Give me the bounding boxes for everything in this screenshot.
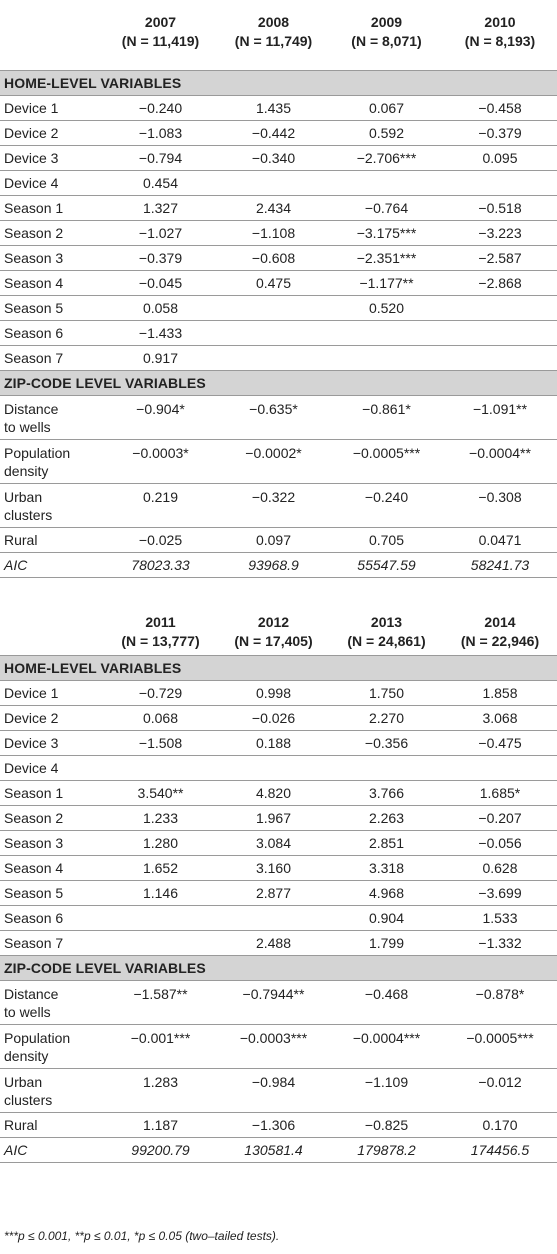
coefficient-cell (104, 756, 217, 781)
coefficient-cell: 3.318 (330, 856, 443, 881)
coefficient-cell: 0.904 (330, 906, 443, 931)
coefficient-cell: −2.868 (443, 271, 557, 296)
coefficient-cell: −0.608 (217, 246, 330, 271)
coefficient-cell: −1.091** (443, 396, 557, 440)
coefficient-cell (443, 346, 557, 371)
coefficient-cell: 1.283 (104, 1069, 217, 1113)
coefficient-cell: −0.340 (217, 146, 330, 171)
coefficient-cell: 2.270 (330, 706, 443, 731)
coefficient-cell (217, 906, 330, 931)
variable-label: Device 2 (0, 121, 104, 146)
coefficient-cell: −0.635* (217, 396, 330, 440)
variable-label: Population density (0, 1025, 104, 1069)
coefficient-cell: −1.587** (104, 981, 217, 1025)
year-header-cell (330, 0, 443, 71)
coefficient-cell: −3.175*** (330, 221, 443, 246)
year-header-cell (443, 0, 557, 71)
sample-size-label: (N = 13,777) (121, 633, 200, 649)
year-label: 2014 (484, 614, 516, 630)
coefficient-cell: −1.177** (330, 271, 443, 296)
coefficient-cell: 1.799 (330, 931, 443, 956)
coefficient-cell: 1.533 (443, 906, 557, 931)
coefficient-cell: −0.7944** (217, 981, 330, 1025)
year-header-cell (443, 611, 557, 656)
variable-label: Device 1 (0, 681, 104, 706)
variable-label: Season 2 (0, 806, 104, 831)
coefficient-cell: 4.968 (330, 881, 443, 906)
coefficient-cell: 1.685* (443, 781, 557, 806)
coefficient-cell: −0.904* (104, 396, 217, 440)
coefficient-cell (217, 756, 330, 781)
coefficient-cell (443, 756, 557, 781)
year-label: 2010 (484, 14, 516, 30)
coefficient-cell: 2.877 (217, 881, 330, 906)
variable-label: Distance to wells (0, 396, 104, 440)
table-panel-2007-2010 (0, 0, 557, 578)
coefficient-cell: 3.084 (217, 831, 330, 856)
coefficient-cell: 1.187 (104, 1113, 217, 1138)
table-row (0, 96, 557, 121)
coefficient-cell: −0.878* (443, 981, 557, 1025)
coefficient-cell: 1.652 (104, 856, 217, 881)
coefficient-cell: 1.327 (104, 196, 217, 221)
table-row (0, 221, 557, 246)
variable-label: AIC (0, 553, 104, 578)
coefficient-cell: −1.108 (217, 221, 330, 246)
aic-cell: 179878.2 (330, 1138, 443, 1163)
coefficient-cell: 2.851 (330, 831, 443, 856)
sample-size-label: (N = 8,071) (351, 33, 422, 49)
table-row (0, 271, 557, 296)
table-row (0, 831, 557, 856)
coefficient-cell (217, 296, 330, 321)
coefficient-cell: −0.0002* (217, 440, 330, 484)
table-row (0, 321, 557, 346)
coefficient-cell: −0.356 (330, 731, 443, 756)
table-row (0, 346, 557, 371)
table-row (0, 296, 557, 321)
coefficient-cell: −1.332 (443, 931, 557, 956)
year-header-row (0, 611, 557, 656)
variable-label: Season 4 (0, 856, 104, 881)
section-header-zip: ZIP-CODE LEVEL VARIABLES (0, 371, 557, 396)
coefficient-cell: −2.706*** (330, 146, 443, 171)
coefficient-cell: 0.628 (443, 856, 557, 881)
coefficient-cell (330, 321, 443, 346)
coefficient-cell: −0.240 (104, 96, 217, 121)
significance-footnote: ***p ≤ 0.001, **p ≤ 0.01, *p ≤ 0.05 (two–tailed tests). (4, 1229, 280, 1243)
table-row (0, 906, 557, 931)
coefficient-cell: −0.045 (104, 271, 217, 296)
coefficient-cell: −0.322 (217, 484, 330, 528)
coefficient-cell: 1.967 (217, 806, 330, 831)
coefficient-cell: −0.0004** (443, 440, 557, 484)
coefficient-cell: 2.488 (217, 931, 330, 956)
table-row (0, 981, 557, 1025)
coefficient-cell: 1.280 (104, 831, 217, 856)
year-header-cell (104, 0, 217, 71)
coefficient-cell: −0.001*** (104, 1025, 217, 1069)
variable-label: Urban clusters (0, 1069, 104, 1113)
coefficient-cell: −0.0004*** (330, 1025, 443, 1069)
year-header-row (0, 0, 557, 71)
variable-label: AIC (0, 1138, 104, 1163)
coefficient-cell (330, 171, 443, 196)
coefficient-cell: 0.917 (104, 346, 217, 371)
variable-label: Device 3 (0, 731, 104, 756)
sample-size-label: (N = 24,861) (347, 633, 426, 649)
aic-row (0, 553, 557, 578)
coefficient-cell: −0.468 (330, 981, 443, 1025)
coefficient-cell: −0.794 (104, 146, 217, 171)
sample-size-label: (N = 17,405) (234, 633, 313, 649)
variable-label: Season 4 (0, 271, 104, 296)
table-row (0, 440, 557, 484)
table-row (0, 196, 557, 221)
coefficient-cell: −0.026 (217, 706, 330, 731)
year-label: 2008 (257, 14, 290, 30)
coefficient-cell: 0.095 (443, 146, 557, 171)
coefficient-cell: −0.025 (104, 528, 217, 553)
coefficient-cell: 1.435 (217, 96, 330, 121)
aic-cell: 93968.9 (217, 553, 330, 578)
year-label: 2013 (370, 614, 403, 630)
coefficient-cell: −0.729 (104, 681, 217, 706)
coefficient-cell: 0.0471 (443, 528, 557, 553)
section-header-home: HOME-LEVEL VARIABLES (0, 656, 557, 681)
variable-label: Device 4 (0, 171, 104, 196)
coefficient-cell (330, 756, 443, 781)
coefficient-cell (217, 321, 330, 346)
coefficient-cell: 0.520 (330, 296, 443, 321)
coefficient-cell: 0.170 (443, 1113, 557, 1138)
variable-label: Season 2 (0, 221, 104, 246)
year-header-cell (104, 611, 217, 656)
table-row (0, 484, 557, 528)
coefficient-cell: −0.308 (443, 484, 557, 528)
coefficient-cell: −0.458 (443, 96, 557, 121)
table-row (0, 146, 557, 171)
coefficient-cell: −0.764 (330, 196, 443, 221)
coefficient-cell: −1.109 (330, 1069, 443, 1113)
coefficient-cell: −0.0005*** (330, 440, 443, 484)
coefficient-cell: 0.454 (104, 171, 217, 196)
coefficient-cell: 0.219 (104, 484, 217, 528)
table-row (0, 396, 557, 440)
variable-label: Season 5 (0, 296, 104, 321)
variable-label: Device 2 (0, 706, 104, 731)
variable-label: Season 7 (0, 931, 104, 956)
variable-label: Rural (0, 1113, 104, 1138)
coefficient-cell: 1.858 (443, 681, 557, 706)
coefficient-cell: −0.442 (217, 121, 330, 146)
variable-label: Population density (0, 440, 104, 484)
coefficient-cell: −0.379 (443, 121, 557, 146)
coefficient-cell: 3.068 (443, 706, 557, 731)
coefficient-cell: −0.0003*** (217, 1025, 330, 1069)
year-header-cell (217, 0, 330, 71)
coefficient-cell: −0.207 (443, 806, 557, 831)
variable-label: Season 5 (0, 881, 104, 906)
coefficient-cell: −3.223 (443, 221, 557, 246)
variable-label: Device 3 (0, 146, 104, 171)
year-label: 2012 (257, 614, 290, 630)
table-row (0, 528, 557, 553)
table-row (0, 881, 557, 906)
aic-row (0, 1138, 557, 1163)
variable-label: Device 4 (0, 756, 104, 781)
coefficient-cell (443, 296, 557, 321)
coefficient-cell: 2.434 (217, 196, 330, 221)
variable-label: Season 3 (0, 246, 104, 271)
coefficient-cell: 0.998 (217, 681, 330, 706)
coefficient-cell: 2.263 (330, 806, 443, 831)
coefficient-cell: 3.540** (104, 781, 217, 806)
aic-cell: 174456.5 (443, 1138, 557, 1163)
coefficient-cell: −0.240 (330, 484, 443, 528)
coefficient-cell: −0.475 (443, 731, 557, 756)
coefficient-cell: 0.705 (330, 528, 443, 553)
table-row (0, 731, 557, 756)
coefficient-cell: 0.097 (217, 528, 330, 553)
coefficient-cell: 0.188 (217, 731, 330, 756)
sample-size-label: (N = 11,749) (234, 33, 313, 49)
coefficient-cell: −0.825 (330, 1113, 443, 1138)
coefficient-cell: −0.0003* (104, 440, 217, 484)
aic-cell: 99200.79 (104, 1138, 217, 1163)
coefficient-cell (104, 931, 217, 956)
coefficient-cell: −0.0005*** (443, 1025, 557, 1069)
coefficient-cell: 4.820 (217, 781, 330, 806)
table-row (0, 756, 557, 781)
variable-label: Season 1 (0, 196, 104, 221)
coefficient-cell: −1.508 (104, 731, 217, 756)
variable-label: Urban clusters (0, 484, 104, 528)
coefficient-cell: −1.306 (217, 1113, 330, 1138)
coefficient-cell: −0.984 (217, 1069, 330, 1113)
table-row (0, 806, 557, 831)
year-label: 2011 (145, 614, 176, 630)
coefficient-cell: 1.750 (330, 681, 443, 706)
variable-label: Rural (0, 528, 104, 553)
year-label: 2007 (144, 14, 177, 30)
variable-label: Season 1 (0, 781, 104, 806)
variable-label: Device 1 (0, 96, 104, 121)
variable-label: Season 6 (0, 321, 104, 346)
coefficient-cell: −1.027 (104, 221, 217, 246)
coefficient-cell: −1.433 (104, 321, 217, 346)
aic-cell: 130581.4 (217, 1138, 330, 1163)
aic-cell: 78023.33 (104, 553, 217, 578)
coefficient-cell (443, 321, 557, 346)
coefficient-cell (104, 906, 217, 931)
table-row (0, 171, 557, 196)
coefficient-cell: −0.861* (330, 396, 443, 440)
table-row (0, 856, 557, 881)
coefficient-cell: 0.475 (217, 271, 330, 296)
table-row (0, 681, 557, 706)
variable-label: Distance to wells (0, 981, 104, 1025)
table-row (0, 1069, 557, 1113)
table-row (0, 246, 557, 271)
section-header-zip: ZIP-CODE LEVEL VARIABLES (0, 956, 557, 981)
coefficient-cell: −1.083 (104, 121, 217, 146)
coefficient-cell: 1.233 (104, 806, 217, 831)
coefficient-cell (443, 171, 557, 196)
section-header-home: HOME-LEVEL VARIABLES (0, 71, 557, 96)
coefficient-cell: −0.518 (443, 196, 557, 221)
variable-label: Season 7 (0, 346, 104, 371)
year-header-cell (330, 611, 443, 656)
coefficient-cell: −0.379 (104, 246, 217, 271)
sample-size-label: (N = 22,946) (460, 633, 540, 649)
coefficient-cell: −0.056 (443, 831, 557, 856)
year-label: 2009 (370, 14, 403, 30)
coefficient-cell: −0.012 (443, 1069, 557, 1113)
coefficient-cell: −2.351*** (330, 246, 443, 271)
coefficient-cell (330, 346, 443, 371)
table-row (0, 781, 557, 806)
coefficient-cell: 1.146 (104, 881, 217, 906)
coefficient-cell: 0.592 (330, 121, 443, 146)
table-row (0, 706, 557, 731)
coefficient-cell: −2.587 (443, 246, 557, 271)
table-panel-2011-2014 (0, 611, 557, 1163)
aic-cell: 55547.59 (330, 553, 443, 578)
coefficient-cell: 3.160 (217, 856, 330, 881)
sample-size-label: (N = 11,419) (121, 33, 200, 49)
coefficient-cell (217, 171, 330, 196)
coefficient-cell: −3.699 (443, 881, 557, 906)
coefficient-cell: 3.766 (330, 781, 443, 806)
year-header-cell (217, 611, 330, 656)
table-row (0, 1113, 557, 1138)
table-row (0, 931, 557, 956)
coefficient-cell: 0.058 (104, 296, 217, 321)
table-row (0, 1025, 557, 1069)
sample-size-label: (N = 8,193) (464, 33, 536, 49)
table-row (0, 121, 557, 146)
coefficient-cell (217, 346, 330, 371)
coefficient-cell: 0.067 (330, 96, 443, 121)
variable-label: Season 6 (0, 906, 104, 931)
aic-cell: 58241.73 (443, 553, 557, 578)
coefficient-cell: 0.068 (104, 706, 217, 731)
variable-label: Season 3 (0, 831, 104, 856)
